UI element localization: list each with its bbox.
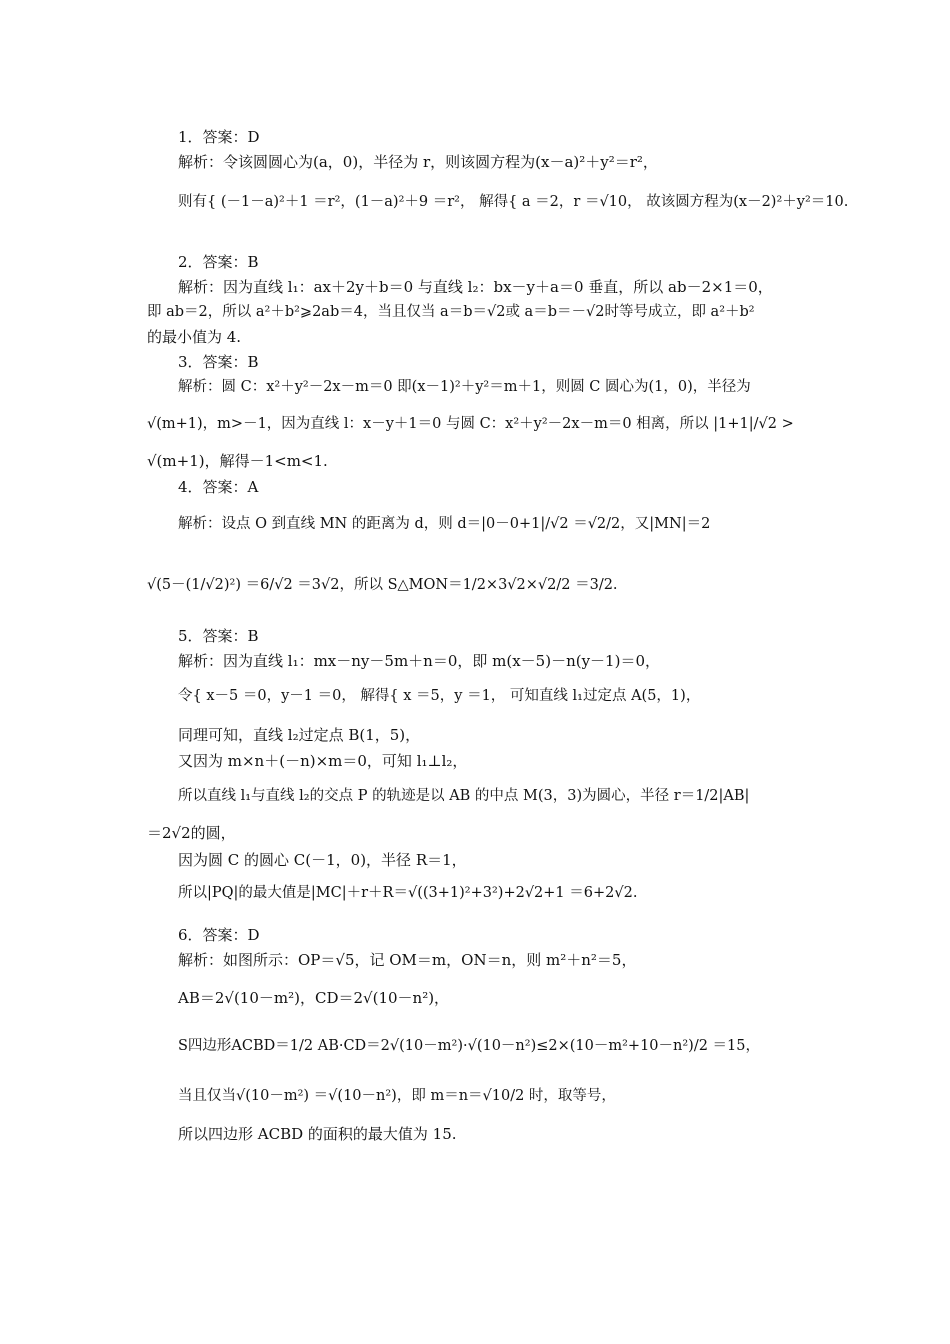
- explanation-line: 解析：因为直线 l₁：mx－ny－5m＋n＝0，即 m(x－5)－n(y－1)＝0，: [178, 652, 660, 670]
- answer-line: 6．答案：D: [178, 926, 260, 944]
- explanation-line: 的最小值为 4.: [147, 328, 242, 346]
- answer-line: 2．答案：B: [178, 253, 259, 271]
- answer-line: 3．答案：B: [178, 353, 259, 371]
- formula-line: 所以|PQ|的最大值是|MC|＋r＋R＝√((3+1)²+3²)+2√2+1 ＝6+2√2.: [178, 885, 638, 901]
- answer-line: 5．答案：B: [178, 627, 259, 645]
- explanation-line: 所以四边形 ACBD 的面积的最大值为 15.: [178, 1125, 457, 1143]
- formula-line: 令{ x－5 ＝0，y－1 ＝0， 解得{ x ＝5，y ＝1， 可知直线 l₁过定点 A(5，1)，: [178, 688, 701, 704]
- explanation-line: 即 ab＝2，所以 a²＋b²⩾2ab＝4，当且仅当 a＝b＝√2或 a＝b＝－√2时等号成立，即 a²＋b²: [147, 304, 755, 320]
- explanation-line: 解析：令该圆圆心为(a，0)，半径为 r，则该圆方程为(x－a)²＋y²＝r²，: [178, 153, 658, 171]
- explanation-line: 解析：因为直线 l₁：ax＋2y＋b＝0 与直线 l₂：bx－y＋a＝0 垂直，所以 ab－2×1＝0，: [178, 278, 773, 296]
- formula-line: AB＝2√(10－m²)，CD＝2√(10－n²)，: [178, 989, 450, 1007]
- formula-line: S四边形ACBD＝1/2 AB·CD＝2√(10－m²)·√(10－n²)≤2×(10－m²+10－n²)/2 ＝15，: [178, 1038, 761, 1054]
- explanation-line: ＝2√2的圆，: [147, 824, 236, 842]
- explanation-line: 同理可知，直线 l₂过定点 B(1，5)，: [178, 726, 421, 744]
- formula-line: 当且仅当√(10－m²) ＝√(10－n²)，即 m＝n＝√10/2 时，取等号，: [178, 1088, 616, 1104]
- explanation-line: √(m+1)，m>－1，因为直线 l：x－y＋1＝0 与圆 C：x²＋y²－2x－m＝0 相离，所以 |1+1|/√2 >: [147, 416, 794, 432]
- explanation-line: 解析：设点 O 到直线 MN 的距离为 d，则 d＝|0－0+1|/√2 ＝√2/2，又|MN|＝2: [178, 516, 711, 532]
- explanation-line: 解析：圆 C：x²＋y²－2x－m＝0 即(x－1)²＋y²＝m＋1，则圆 C 圆心为(1，0)，半径为: [178, 379, 751, 395]
- formula-line: √(5－(1/√2)²) ＝6/√2 ＝3√2，所以 S△MON＝1/2×3√2×√2/2 ＝3/2.: [147, 577, 618, 593]
- explanation-line: 解析：如图所示：OP＝√5，记 OM＝m，ON＝n，则 m²＋n²＝5，: [178, 951, 637, 969]
- explanation-line: 因为圆 C 的圆心 C(－1，0)，半径 R＝1，: [178, 851, 467, 869]
- answer-line: 4．答案：A: [178, 478, 259, 496]
- explanation-line: 所以直线 l₁与直线 l₂的交点 P 的轨迹是以 AB 的中点 M(3，3)为圆心，半径 r＝1/2|AB|: [178, 788, 750, 804]
- explanation-line: 又因为 m×n＋(－n)×m＝0，可知 l₁⊥l₂，: [178, 752, 468, 770]
- formula-line: 则有{ (－1－a)²＋1 ＝r²，(1－a)²＋9 ＝r²， 解得{ a ＝2，r ＝√10， 故该圆方程为(x－2)²＋y²＝10.: [178, 194, 849, 210]
- answer-line: 1．答案：D: [178, 128, 260, 146]
- explanation-line: √(m+1)，解得－1<m<1.: [147, 452, 328, 470]
